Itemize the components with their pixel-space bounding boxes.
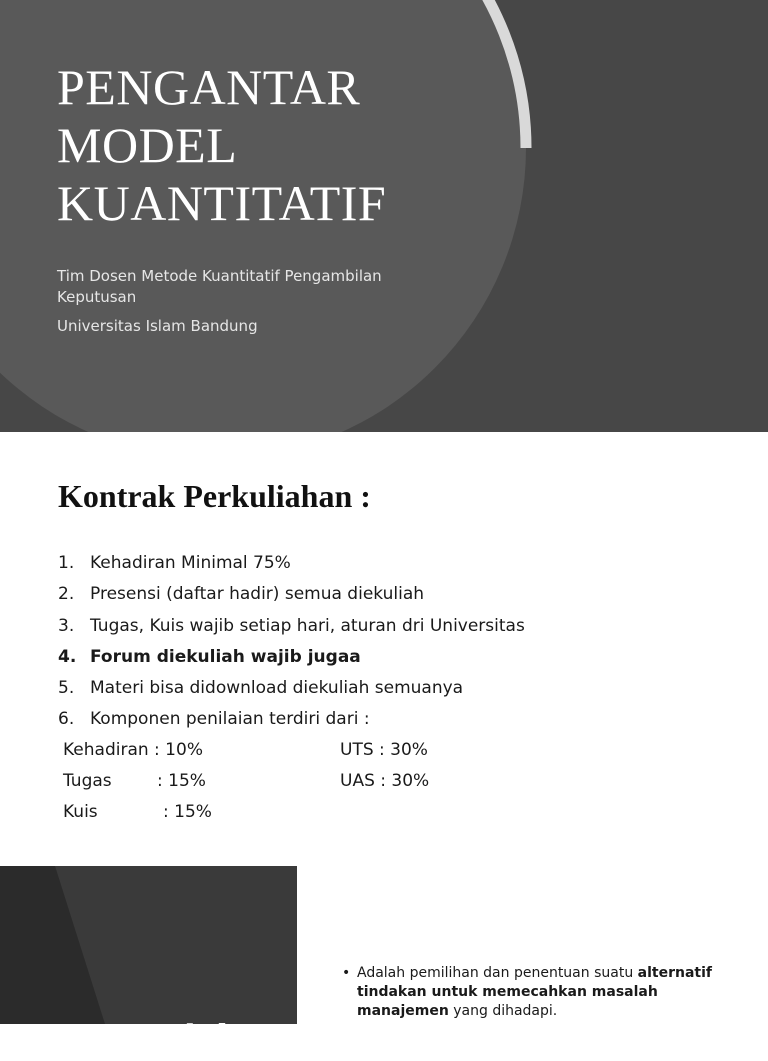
bullet-dot-icon: • — [342, 965, 351, 981]
grade-kuis-label: Kuis — [63, 802, 98, 822]
list-item-text: Kehadiran Minimal 75% — [90, 553, 291, 573]
grade-uts: UTS : 30% — [340, 740, 428, 760]
slide-institution: Universitas Islam Bandung — [57, 317, 258, 335]
decision-title: Pengambilan — [58, 1015, 267, 1060]
list-item-text: Presensi (daftar hadir) semua diekuliah — [90, 584, 425, 605]
list-item-text: Tugas, Kuis wajib setiap hari, aturan dri Universitas — [90, 615, 525, 636]
list-item-number: 6. — [58, 709, 75, 730]
title-line-1: PENGANTAR — [57, 59, 361, 115]
list-item-number: 2. — [58, 584, 75, 605]
decision-bullets — [340, 964, 730, 1021]
list-item — [58, 611, 525, 642]
list-item — [58, 673, 525, 704]
list-item — [58, 642, 525, 673]
slide-title — [57, 58, 497, 232]
list-item-number: 1. — [58, 553, 75, 573]
list-item-text: Forum diekuliah wajib jugaa — [90, 646, 361, 667]
list-item-number: 3. — [58, 615, 75, 636]
grade-kehadiran: Kehadiran : 10% — [63, 740, 203, 760]
bullet-item — [340, 964, 730, 1021]
panel-background — [0, 866, 297, 1024]
bullet-text-1: Adalah pemilihan dan penentuan suatu — [357, 965, 638, 981]
bullet-text-2: yang dihadapi. — [448, 1003, 558, 1019]
contract-title: Kontrak Perkuliahan : — [58, 478, 371, 514]
list-item — [58, 579, 525, 610]
decision-title-panel — [0, 866, 297, 1060]
grade-kuis-value: : 15% — [163, 802, 212, 822]
decision-slide — [0, 866, 768, 1060]
contract-list — [58, 548, 525, 736]
title-line-3: KUANTITATIF — [57, 175, 387, 231]
grade-tugas — [63, 771, 206, 791]
title-slide — [0, 0, 768, 432]
grade-tugas-value: : 15% — [157, 771, 206, 791]
slide-subtitle: Tim Dosen Metode Kuantitatif Pengambilan Keputusan — [57, 267, 382, 306]
bullet-bold-text: alternatif tindakan untuk memecahkan masalah manajemen — [357, 965, 712, 1019]
list-item-text: Komponen penilaian terdiri dari : — [90, 709, 370, 730]
grade-tugas-label: Tugas — [63, 771, 112, 791]
grade-uas: UAS : 30% — [340, 771, 430, 791]
title-line-2: MODEL — [57, 117, 238, 173]
grade-kuis — [63, 802, 212, 822]
list-item — [58, 704, 525, 735]
list-item-number: 4. — [58, 646, 77, 667]
contract-slide — [0, 432, 768, 866]
list-item-number: 5. — [58, 678, 75, 699]
list-item — [58, 548, 525, 579]
list-item-text: Materi bisa didownload diekuliah semuanya — [90, 678, 464, 699]
